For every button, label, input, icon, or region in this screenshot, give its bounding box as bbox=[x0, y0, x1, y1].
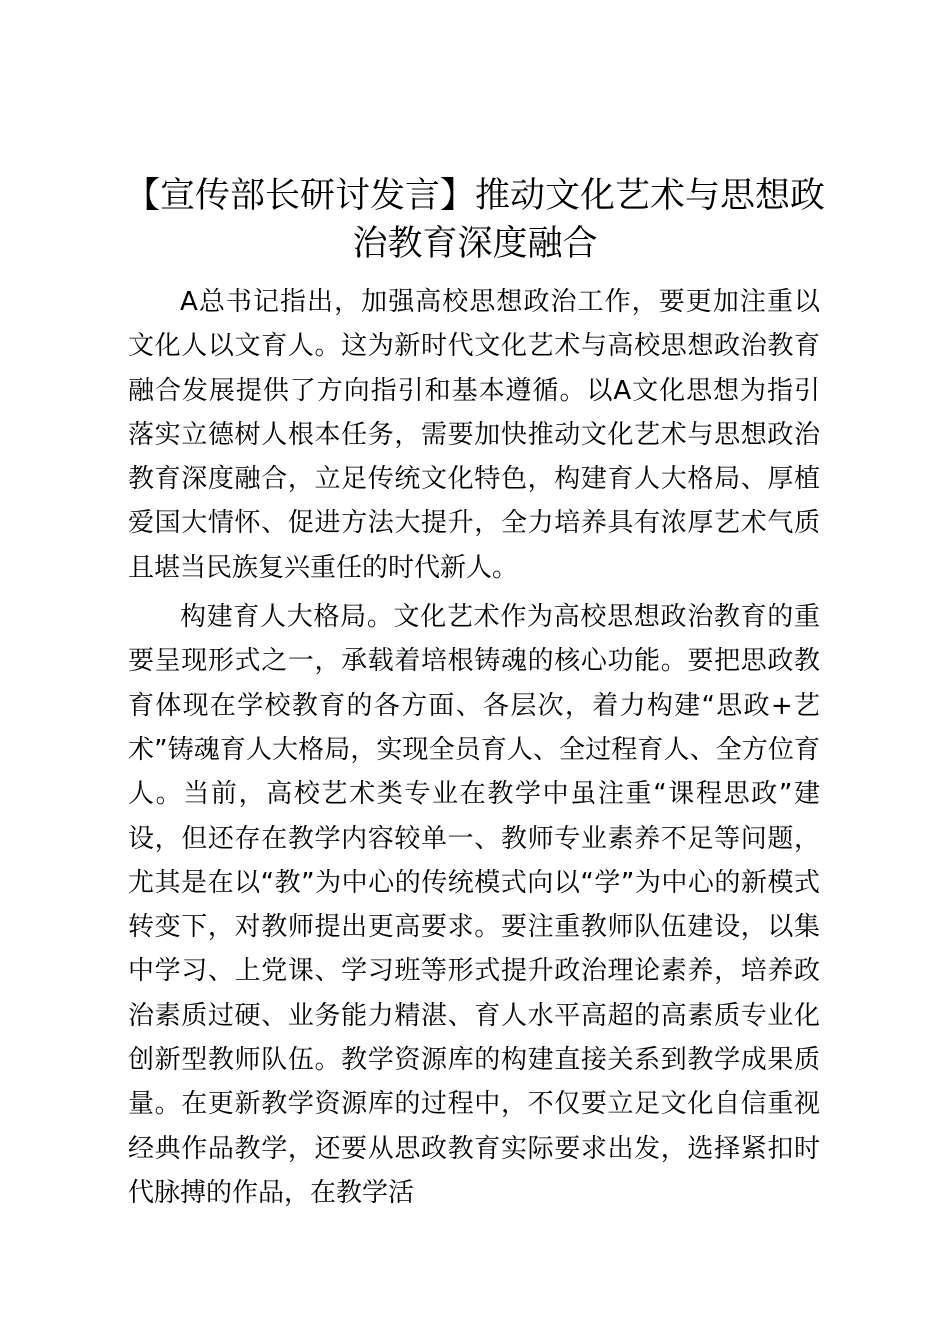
document-body bbox=[128, 280, 820, 1220]
document-title: 【宣传部长研讨发言】推动文化艺术与思想政治教育深度融合 bbox=[124, 176, 825, 264]
paragraph-intro: A总书记指出，加强高校思想政治工作，要更加注重以文化人以文育人。这为新时代文化艺术与高校思想政治教育融合发展提供了方向指引和基本遵循。以A文化思想为指引落实立德树人根本任务，需要加快推动文化艺术与思想政治教育深度融合，立足传统文化特色，构建育人大格局、厚植爱国大情怀、促进方法大提升，全力培养具有浓厚艺术气质且堪当民族复兴重任的时代新人。 bbox=[128, 287, 820, 583]
paragraph-education-framework: 构建育人大格局。文化艺术作为高校思想政治教育的重要呈现形式之一，承载着培根铸魂的核心功能。要把思政教育体现在学校教育的各方面、各层次，着力构建“思政+艺术”铸魂育人大格局，实现全员育人、全过程育人、全方位育人。当前，高校艺术类专业在教学中虽注重“课程思政”建设，但还存在教学内容较单一、教师专业素养不足等问题，尤其是在以“教”为中心的传统模式向以“学”为中心的新模式转变下，对教师提出更高要求。要注重教师队伍建设，以集中学习、上党课、学习班等形式提升政治理论素养，培养政治素质过硬、业务能力精湛、育人水平高超的高素质专业化创新型教师队伍。教学资源库的构建直接关系到教学成果质量。在更新教学资源库的过程中，不仅要立足文化自信重视经典作品教学，还要从思政教育实际要求出发，选择紧扣时代脉搏的作品，在教学活 bbox=[128, 602, 820, 1208]
